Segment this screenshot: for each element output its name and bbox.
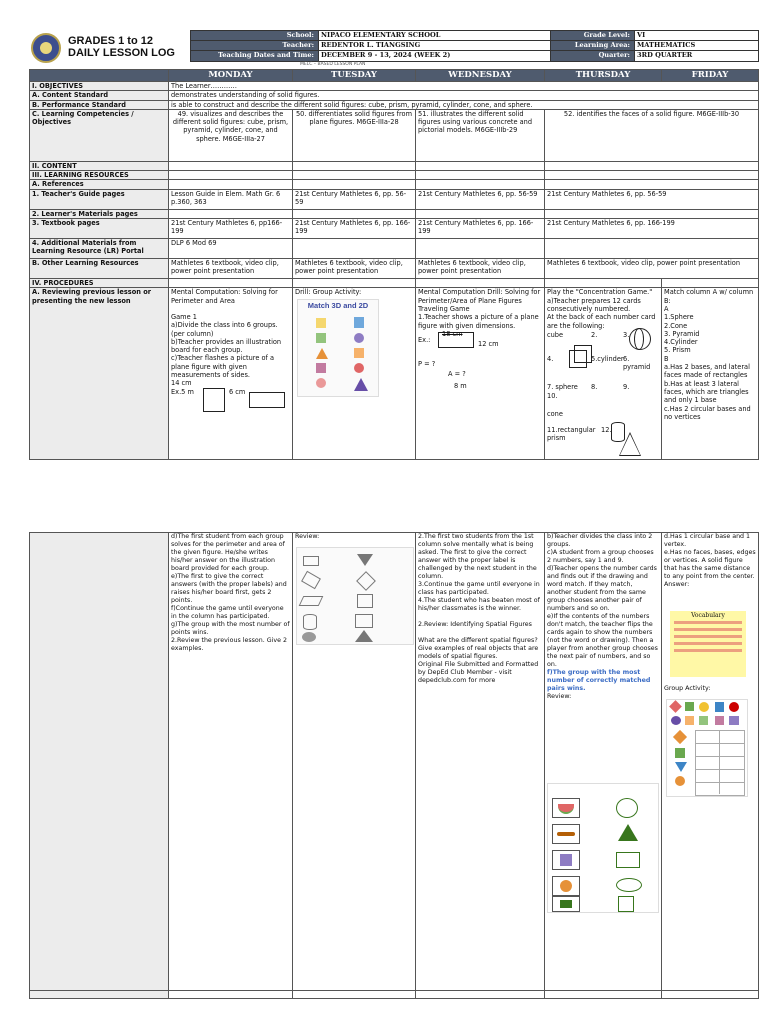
- sphere-meridian-icon: [634, 328, 644, 350]
- review-tuesday-title: Drill: Group Activity:: [295, 288, 362, 297]
- review-monday-example: Ex.5 m: [171, 387, 194, 396]
- wednesday-dimension-12cm: 12 cm: [478, 339, 499, 348]
- red-ball-icon: [729, 702, 739, 712]
- cylinder-shape-icon: [303, 614, 317, 630]
- review-tuesday-cell: [293, 288, 416, 460]
- teaching-dates-value: DECEMBER 9 - 13, 2024 (WEEK 2): [319, 51, 551, 62]
- box-shape-icon: [355, 614, 373, 628]
- watermelon-card-icon: [552, 798, 580, 818]
- card-6-pyramid-label: 6. pyramid: [623, 354, 651, 372]
- section-learning-resources: III. LEARNING RESOURCES: [30, 171, 169, 180]
- quarter-value: 3RD QUARTER: [635, 51, 759, 62]
- card-2-label: 2.: [591, 330, 598, 339]
- rectangle-figure: [249, 392, 285, 408]
- sphere-shape-icon: [302, 632, 316, 642]
- learning-area-label: Learning Area:: [551, 41, 635, 51]
- competency-thursday-friday: 52. identifies the faces of a solid figure. M6GE-IIIb-30: [545, 109, 759, 161]
- card-10-label: 10.: [547, 391, 558, 400]
- match-objects-shapes-image: [547, 783, 659, 913]
- procedure-monday-continued: d)The first student from each group solves for the perimeter and area of the given figure. He/she writes his/her answer on the illustration board provided for each group. e)The first to give the correct answers (with the proper labels) and raises his/her board first, gets 2 points. f)Continue the game until everyone in the column has participated. g)The group with the most number of points wins. 2.Review the previous lesson. Give 2 examples.: [169, 533, 293, 991]
- wednesday-area-question: A = ?: [448, 369, 466, 378]
- teachers-guide-label: 1. Teacher's Guide pages: [30, 189, 169, 209]
- answer-grid: [695, 730, 745, 796]
- section-objectives: I. OBJECTIVES: [30, 82, 169, 91]
- learning-area-value: MATHEMATICS: [635, 41, 759, 51]
- cube-shape-icon: [357, 594, 373, 608]
- header-info-table: [190, 30, 759, 62]
- cone-shape-icon: [357, 554, 373, 566]
- day-header-thursday: THURSDAY: [545, 70, 662, 82]
- card-cone-label: cone: [547, 409, 563, 418]
- column-b-item: c.Has 2 circular bases and no vertices: [664, 404, 751, 421]
- competency-monday: 49. visualizes and describes the different solid figures: cube, prism, pyramid, cylinder, cone, and sphere. M6GE-IIIa-27: [169, 109, 293, 161]
- ball-icon: [699, 702, 709, 712]
- deped-seal-logo: [31, 33, 61, 63]
- card-11-rectangular-prism-label: 11.rectangular prism: [547, 425, 596, 443]
- thursday-steps-text: b)Teacher divides the class into 2 groups. c)A student from a group chooses 2 numbers, say 1 and 9. d)Teacher opens the number cards and finds out if the drawing and word match. If they match, another student from the same group chooses another pair of numbers and so on. e)If the contents of the numbers don't match, the teacher flips the cards again to show the numbers (not the word or drawing). Then a player from another group chooses the next pair of numbers, and so on.: [547, 533, 658, 668]
- performance-standard-text: is able to construct and describe the different solid figures: cube, prism, pyramid, cylinder, cone, and sphere.: [169, 100, 759, 109]
- bracelet-card-icon: [552, 824, 580, 844]
- group-activity-image: [666, 699, 748, 797]
- quarter-label: Quarter:: [551, 51, 635, 62]
- pyramid-shape-icon: [354, 378, 368, 391]
- hexagon-shape-icon: [303, 556, 319, 566]
- grade-level-label: Grade Level:: [551, 31, 635, 41]
- orange-circle-icon: [675, 776, 685, 786]
- review-monday-step-c: c)Teacher flashes a picture of a plane figure with given measurements of sides.: [171, 354, 275, 380]
- wednesday-dimension-8m: 8 m: [454, 381, 467, 390]
- parallelogram-shape-icon: [299, 596, 324, 606]
- wednesday-dimension-18cm: 18 cm: [442, 329, 463, 338]
- lesson-log-table: [29, 69, 759, 460]
- column-a-item: 2.Cone: [664, 321, 688, 330]
- orange-diamond-icon: [673, 730, 687, 744]
- day-header-tuesday: TUESDAY: [293, 70, 416, 82]
- friday-text: d.Has 1 circular base and 1 vertex. e.Has no faces, bases, edges or vertices. A solid figure that has the same distance to any point from the center. Answer:: [664, 533, 756, 588]
- square-figure: [203, 388, 225, 412]
- references-label: A. References: [30, 180, 169, 189]
- purple-ball-icon: [671, 716, 681, 725]
- pentagon-shape-icon: [301, 571, 321, 589]
- column-a-item: 4.Cylinder: [664, 338, 698, 347]
- cube-back-face-icon: [574, 345, 592, 363]
- pink-shape-icon: [316, 363, 326, 373]
- textbook-tuesday: 21st Century Mathletes 6, pp. 166-199: [293, 219, 416, 239]
- review-thursday-step-a: a)Teacher prepares 12 cards consecutively numbered.: [547, 296, 641, 313]
- review-friday-cell: [662, 288, 759, 460]
- column-a-label: A: [664, 304, 669, 313]
- green-block-icon: [685, 702, 694, 711]
- square-answer-icon: [618, 896, 634, 912]
- teachers-guide-monday: Lesson Guide in Elem. Math Gr. 6 p.360, 363: [169, 189, 293, 209]
- learner-text: The Learner…………: [169, 82, 759, 91]
- other-resources-wednesday: Mathletes 6 textbook, video clip, power point presentation: [416, 259, 545, 279]
- textbook-thursday: 21st Century Mathletes 6, pp. 166-199: [545, 219, 759, 239]
- teacher-value: REDENTOR L. TIANGSING: [319, 41, 551, 51]
- review-monday-dimension-6cm: 6 cm: [229, 387, 246, 396]
- review-monday-title: Mental Computation: Solving for Perimeter and Area: [171, 288, 278, 305]
- review-thursday-title: Play the "Concentration Game.": [547, 288, 653, 297]
- teachers-guide-thursday: 21st Century Mathletes 6, pp. 56-59: [545, 189, 759, 209]
- review-wednesday-cell: [416, 288, 545, 460]
- procedure-label-continued: [30, 533, 169, 991]
- day-header-wednesday: WEDNESDAY: [416, 70, 545, 82]
- lesson-log-table-continued: [29, 532, 759, 999]
- column-b-item: a.Has 2 bases, and lateral faces made of rectangles: [664, 363, 750, 380]
- grade-level-value: VI: [635, 31, 759, 41]
- section-content: II. CONTENT: [30, 161, 169, 170]
- review-wednesday-example: Ex.:: [418, 335, 431, 344]
- card-3-label: 3.: [623, 330, 630, 339]
- thursday-winning-rule: f)The group with the most number of correctly matched pairs wins.: [547, 669, 651, 692]
- sphere-shape-icon: [354, 333, 364, 343]
- card-4-label: 4.: [547, 354, 554, 363]
- reviewing-lesson-label: A. Reviewing previous lesson or presenting the new lesson: [30, 288, 169, 460]
- other-resources-thursday: Mathletes 6 textbook, video clip, power point presentation: [545, 259, 759, 279]
- match-3d-2d-worksheet-image: [297, 299, 379, 397]
- content-standard-label: A. Content Standard: [30, 91, 169, 100]
- review-wednesday-step-1: 1.Teacher shows a picture of a plane figure with given dimensions.: [418, 313, 539, 330]
- ellipse-answer-icon: [616, 878, 642, 892]
- green-shape-icon: [316, 333, 326, 343]
- column-a-item: 5. Prism: [664, 346, 691, 355]
- blue-triangle-icon: [675, 762, 687, 772]
- other-resources-label: B. Other Learning Resources: [30, 259, 169, 279]
- review-monday-dimension-14cm: 14 cm: [171, 379, 192, 388]
- rectangle-answer-icon: [616, 852, 640, 868]
- textbook-wednesday: 21st Century Mathletes 6, pp. 166-199: [416, 219, 545, 239]
- circle-answer-icon: [616, 798, 638, 818]
- card-12-label: 12.: [601, 425, 612, 434]
- diamond-shape-icon: [356, 571, 376, 591]
- red-diamond-icon: [669, 700, 682, 713]
- title-line-2: DAILY LESSON LOG: [68, 47, 175, 59]
- competency-wednesday: 51. illustrates the different solid figures using various concrete and pictorial models. M6GE-IIIb-29: [416, 109, 545, 161]
- day-header-friday: FRIDAY: [662, 70, 759, 82]
- chair-card-icon: [552, 896, 580, 912]
- procedure-tuesday-continued: [293, 533, 416, 991]
- column-b-item: b.Has at least 3 lateral faces, which are triangles and only 1 base: [664, 379, 749, 405]
- pink-block-icon: [715, 716, 724, 725]
- column-b-label: B: [664, 354, 669, 363]
- review-thursday-cards-note: At the back of each number card are the following:: [547, 313, 656, 330]
- gift-card-icon: [552, 850, 580, 870]
- other-resources-tuesday: Mathletes 6 textbook, video clip, power point presentation: [293, 259, 416, 279]
- teacher-label: Teacher:: [191, 41, 319, 51]
- learners-materials-label: 2. Learner's Materials pages: [30, 209, 169, 218]
- triangle-answer-icon: [618, 824, 638, 841]
- melc-note: MELC – BASED LESSON PLAN: [300, 62, 366, 67]
- procedure-wednesday-continued: 2.The first two students from the 1st column solve mentally what is being asked. The first to give the correct answer with the proper label is challenged by the next student in the column. 3.Continue the game until everyone in class has participated. 4.The student who has beaten most of his/her classmates is the winner. 2.Review: Identifying Spatial Figures What are the different spatial figures? Give examples of real objects that are models of spatial figures. Original File Submitted and Formatted by DepEd Club Member - visit depedclub.com for more: [416, 533, 545, 991]
- review-monday-step-a: a)Divide the class into 6 groups. (per column): [171, 321, 278, 338]
- orange-card-icon: [552, 876, 580, 896]
- review-friday-title: Match column A w/ column B:: [664, 288, 754, 305]
- vocabulary-card-image: [670, 611, 746, 677]
- review-wednesday-title: Mental Computation Drill: Solving for Perimeter/Area of Plane Figures Traveling Game: [418, 288, 541, 313]
- thursday-review-label: Review:: [547, 693, 572, 700]
- procedure-thursday-continued: [545, 533, 662, 991]
- review-monday-game: Game 1: [171, 312, 197, 321]
- orange-shape-icon: [354, 348, 364, 358]
- classify-solid-figures-worksheet-image: [296, 547, 414, 645]
- column-a-item: 1.Sphere: [664, 313, 694, 322]
- school-label: School:: [191, 31, 319, 41]
- teachers-guide-tuesday: 21st Century Mathletes 6, pp. 56-59: [293, 189, 416, 209]
- card-7-sphere-label: 7. sphere: [547, 382, 578, 391]
- teachers-guide-wednesday: 21st Century Mathletes 6, pp. 56-59: [416, 189, 545, 209]
- textbook-label: 3. Textbook pages: [30, 219, 169, 239]
- card-cube-label: cube: [547, 330, 564, 339]
- vocabulary-title: Vocabulary: [691, 612, 725, 619]
- circle-shape-icon: [316, 378, 326, 388]
- title-line-1: GRADES 1 to 12: [68, 35, 153, 47]
- textbook-monday: 21st Century Mathletes 6, pp166-199: [169, 219, 293, 239]
- competency-tuesday: 50. differentiates solid figures from plane figures. M6GE-IIIa-28: [293, 109, 416, 161]
- tuesday-review-label: Review:: [295, 533, 320, 540]
- card-8-label: 8.: [591, 382, 598, 391]
- blue-block-icon: [715, 702, 724, 712]
- review-monday-cell: [169, 288, 293, 460]
- day-header-monday: MONDAY: [169, 70, 293, 82]
- cube-shape-icon: [354, 317, 364, 328]
- section-procedures: IV. PROCEDURES: [30, 279, 169, 288]
- other-resources-monday: Mathletes 6 textbook, video clip, power point presentation: [169, 259, 293, 279]
- review-thursday-cell: [545, 288, 662, 460]
- answer-grid-divider: [719, 730, 720, 794]
- document-title: [68, 35, 175, 59]
- wednesday-perimeter-question: P = ?: [418, 359, 436, 368]
- purple-block-icon: [729, 716, 739, 725]
- cone-fill: [620, 434, 640, 455]
- additional-materials-monday: DLP 6 Mod 69: [169, 239, 293, 259]
- worksheet-title: Match 3D and 2D: [307, 301, 369, 311]
- additional-materials-label: 4. Additional Materials from Learning Resource (LR) Portal: [30, 239, 169, 259]
- card-5-cylinder-label: 5.cylinder: [591, 354, 624, 363]
- column-a-item: 3. Pyramid: [664, 329, 700, 338]
- procedure-friday-continued: [662, 533, 759, 991]
- triangle-shape-icon: [316, 348, 328, 359]
- card-9-label: 9.: [623, 382, 630, 391]
- friday-group-activity-label: Group Activity:: [664, 685, 711, 692]
- pyramid-shape-icon: [355, 630, 373, 642]
- red-shape-icon: [354, 363, 364, 373]
- orange-block-icon: [685, 716, 694, 725]
- school-value: NIPACO ELEMENTARY SCHOOL: [319, 31, 551, 41]
- green-square-icon: [675, 748, 685, 758]
- content-standard-text: demonstrates understanding of solid figures.: [169, 91, 759, 100]
- green-cube-icon: [699, 716, 708, 725]
- performance-standard-label: B. Performance Standard: [30, 100, 169, 109]
- square-shape-icon: [316, 318, 326, 328]
- review-monday-step-b: b)Teacher provides an illustration board for each group.: [171, 337, 282, 355]
- teaching-dates-label: Teaching Dates and Time:: [191, 51, 319, 62]
- competencies-label: C. Learning Competencies / Objectives: [30, 109, 169, 161]
